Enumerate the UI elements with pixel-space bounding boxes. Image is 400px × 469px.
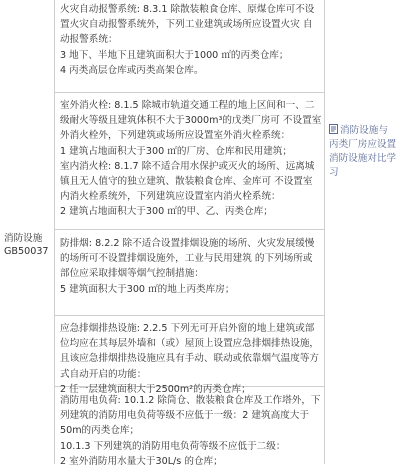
row-divider [54, 92, 324, 93]
column-divider [324, 0, 325, 464]
paragraph: 3 地下、半地下且建筑面积大于1000 ㎡的丙类仓库； [60, 49, 289, 61]
side-note[interactable] [329, 124, 397, 180]
emergency-smoke-cell [60, 321, 322, 397]
paragraph: 2 建筑占地面积大于300 ㎡的甲、乙、丙类仓库； [60, 206, 273, 218]
paragraph: 防排烟: 8.2.2 除不适合设置排烟设施的场所、火灾发展缓慢的场所可不设置排烟设施外，工业与民用建筑 的下列场所或部位应采取排烟等烟气控制措施： [60, 238, 315, 280]
power-load-cell [60, 393, 322, 469]
fire-alarm-cell [60, 2, 322, 78]
smoke-exhaust-cell [60, 236, 322, 297]
row-divider [54, 229, 324, 230]
paragraph: 应急排烟排热设施: 2.2.5 下列无可开启外窗的地上建筑或部位均应在其每层外墙和（或）屋顶上设置应急排烟排热设施，且该应急排烟排热设施应具有手动、联动或依靠烟气温度等方式自动开启的功能： [60, 323, 320, 380]
paragraph: 火灾自动报警系统: 8.3.1 除散装粮食仓库、原煤仓库可不设置火灾自动报警系统外，下列工业建筑或场所应设置火灾 自动报警系统： [60, 4, 315, 46]
paragraph: 1 建筑占地面积大于300 ㎡的厂房、仓库和民用建筑； [60, 145, 292, 157]
paragraph: 4 丙类高层仓库或丙类高架仓库。 [60, 64, 204, 76]
note-icon [329, 124, 338, 134]
paragraph: 室外消火栓: 8.1.5 除城市轨道交通工程的地上区间和一、二级耐火等级且建筑体积不大于3000m³的戊类厂房可 不设置室外消火栓外，下列建筑或场所应设置室外消火栓系统： [60, 100, 322, 142]
category-label: 消防设施GB50037 [4, 233, 49, 257]
row-divider [54, 315, 324, 316]
paragraph: 10.1.3 下列建筑的消防用电负荷等级不应低于二级： [60, 440, 286, 452]
paragraph: 5 建筑面积大于300 ㎡的地上丙类库房； [60, 283, 235, 295]
paragraph: 消防用电负荷: 10.1.2 除筒仓、散装粮食仓库及工作塔外，下列建筑的消防用电负荷等级不应低于一级：2 建筑高度大于50m的丙类仓库； [60, 395, 321, 437]
paragraph: 2 任一层建筑面积大于2500m²的丙类仓库； [60, 383, 251, 395]
column-divider [54, 0, 55, 464]
paragraph: 室内消火栓: 8.1.7 除不适合用水保护或灭火的场所、远离城镇且无人值守的独立建筑、散装粮食仓库、金库可 不设置室内消火栓系统外，下列建筑应设置室内消火栓系统： [60, 160, 315, 203]
side-note-text: 消防设施与丙类厂房应设置消防设施对比学习 [329, 125, 397, 178]
paragraph: 2 室外消防用水量大于30L/s 的仓库； [60, 455, 223, 467]
hydrant-cell [60, 98, 322, 220]
